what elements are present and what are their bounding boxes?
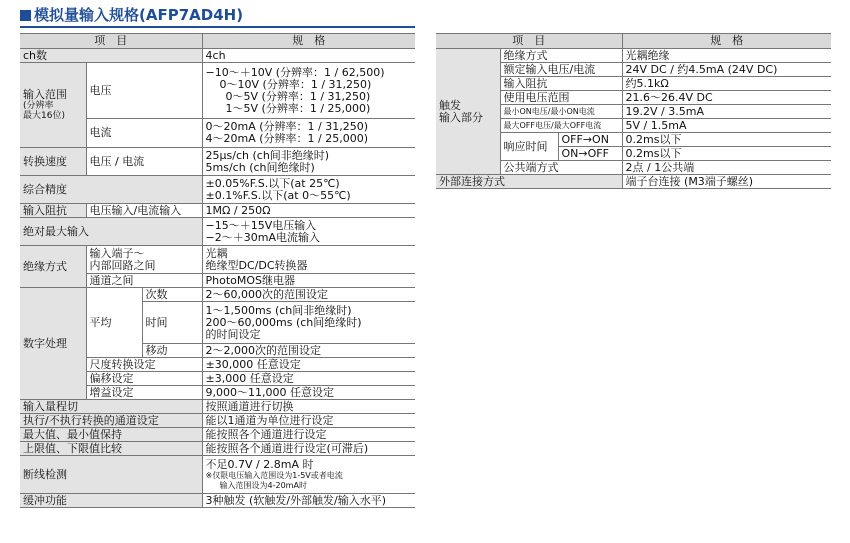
gain-value: 9,000～11,000 任意设定 bbox=[202, 386, 415, 400]
accuracy-values: ±0.05%F.S.以下(at 25℃) ±0.1%F.S.以下(at 0～55℃) bbox=[202, 176, 415, 204]
maxmin-value: 能按照各个通道进行设定 bbox=[202, 428, 415, 442]
r-iso-label: 绝缘方式 bbox=[500, 49, 622, 63]
range-label: 输入范围 (分辨率 最大16位) bbox=[20, 63, 86, 148]
absmax-label: 绝对最大输入 bbox=[20, 218, 202, 246]
trigger-label: 触发 输入部分 bbox=[436, 49, 500, 175]
offset-label: 偏移设定 bbox=[86, 372, 202, 386]
isolation-label: 绝缘方式 bbox=[20, 246, 86, 288]
exec-label: 执行/不执行转换的通道设定 bbox=[20, 414, 202, 428]
r-minon-value: 19.2V / 3.5mA bbox=[622, 105, 831, 119]
r-rated-value: 24V DC / 约4.5mA (24V DC) bbox=[622, 63, 831, 77]
offset-value: ±3,000 任意设定 bbox=[202, 372, 415, 386]
analog-input-spec-table bbox=[20, 33, 415, 508]
time-label: 时间 bbox=[142, 302, 202, 344]
maxmin-label: 最大值、最小值保持 bbox=[20, 428, 202, 442]
impedance-label: 输入阻抗 bbox=[20, 204, 86, 218]
isolation-val1: 光耦 绝缘型DC/DC转换器 bbox=[202, 246, 415, 274]
r-resp-label: 响应时间 bbox=[500, 133, 558, 161]
ch-value: 4ch bbox=[202, 49, 415, 63]
r-range-label: 使用电压范围 bbox=[500, 91, 622, 105]
absmax-values: −15～＋15V电压输入 −2～＋30mA电流输入 bbox=[202, 218, 415, 246]
page-title bbox=[20, 4, 243, 25]
isolation-sub2: 通道之间 bbox=[86, 274, 202, 288]
scale-value: ±30,000 任意设定 bbox=[202, 358, 415, 372]
current-values: 0～20mA (分辨率：1 / 31,250) 4～20mA (分辨率：1 / 25,000) bbox=[202, 119, 415, 148]
impedance-sub: 电压输入/电流输入 bbox=[86, 204, 202, 218]
rangesw-label: 输入量程切 bbox=[20, 400, 202, 414]
title-square-icon bbox=[20, 10, 31, 21]
impedance-value: 1MΩ / 250Ω bbox=[202, 204, 415, 218]
header-item: 项 目 bbox=[20, 34, 202, 49]
r-maxoff-label: 最大OFF电压/最大OFF电流 bbox=[500, 119, 622, 133]
speed-sub: 电压 / 电流 bbox=[86, 148, 202, 176]
buffer-label: 缓冲功能 bbox=[20, 494, 202, 508]
avg-label: 平均 bbox=[86, 288, 142, 358]
gain-label: 增益设定 bbox=[86, 386, 202, 400]
title-text: 模拟量输入规格(AFP7AD4H) bbox=[34, 6, 244, 24]
title-rule bbox=[20, 26, 415, 28]
r-imp-value: 约5.1kΩ bbox=[622, 77, 831, 91]
header-spec: 规 格 bbox=[202, 34, 415, 49]
r-maxoff-value: 5V / 1.5mA bbox=[622, 119, 831, 133]
rangesw-value: 按照通道进行切换 bbox=[202, 400, 415, 414]
voltage-values: −10～＋10V (分辨率：1 / 62,500) 0～10V (分辨率：1 / 31,250) 0～5V (分辨率：1 / 31,250) 1～5V (分辨率：1 / 25,000) bbox=[202, 63, 415, 119]
digital-label: 数字处理 bbox=[20, 288, 86, 400]
r-ext-label: 外部连接方式 bbox=[436, 175, 622, 189]
speed-label: 转换速度 bbox=[20, 148, 86, 176]
r-offon-value: 0.2ms以下 bbox=[622, 133, 831, 147]
r-common-label: 公共端方式 bbox=[500, 161, 622, 175]
scale-label: 尺度转换设定 bbox=[86, 358, 202, 372]
time-values: 1～1,500ms (ch间非绝缘时) 200～60,000ms (ch间绝缘时) 的时间设定 bbox=[202, 302, 415, 344]
break-label: 断线检测 bbox=[20, 456, 202, 494]
r-offon-label: OFF→ON bbox=[558, 133, 622, 147]
trigger-input-spec-table bbox=[436, 33, 831, 189]
speed-values: 25μs/ch (ch间非绝缘时) 5ms/ch (ch间绝缘时) bbox=[202, 148, 415, 176]
r-minon-label: 最小ON电压/最小ON电流 bbox=[500, 105, 622, 119]
r-common-value: 2点 / 1公共端 bbox=[622, 161, 831, 175]
r-imp-label: 输入阻抗 bbox=[500, 77, 622, 91]
current-label: 电流 bbox=[86, 119, 202, 148]
moving-value: 2～2,000次的范围设定 bbox=[202, 344, 415, 358]
r-header-item: 项 目 bbox=[436, 34, 622, 49]
r-header-spec: 规 格 bbox=[622, 34, 831, 49]
isolation-val2: PhotoMOS继电器 bbox=[202, 274, 415, 288]
r-iso-value: 光耦绝缘 bbox=[622, 49, 831, 63]
accuracy-label: 综合精度 bbox=[20, 176, 202, 204]
r-onoff-label: ON→OFF bbox=[558, 147, 622, 161]
voltage-label: 电压 bbox=[86, 63, 202, 119]
ch-label: ch数 bbox=[20, 49, 202, 63]
r-onoff-value: 0.2ms以下 bbox=[622, 147, 831, 161]
limit-value: 能按照各个通道进行设定(可滞后) bbox=[202, 442, 415, 456]
count-value: 2～60,000次的范围设定 bbox=[202, 288, 415, 302]
r-rated-label: 额定输入电压/电流 bbox=[500, 63, 622, 77]
break-values: 不足0.7V / 2.8mA 时 ※仅限电压输入范围设为1-5V或者电流 输入范围设为4-20mA时 bbox=[202, 456, 415, 494]
buffer-value: 3种触发 (软触发/外部触发/输入水平) bbox=[202, 494, 415, 508]
moving-label: 移动 bbox=[142, 344, 202, 358]
r-range-value: 21.6～26.4V DC bbox=[622, 91, 831, 105]
count-label: 次数 bbox=[142, 288, 202, 302]
limit-label: 上限值、下限值比较 bbox=[20, 442, 202, 456]
exec-value: 能以1通道为单位进行设定 bbox=[202, 414, 415, 428]
isolation-sub1: 输入端子～ 内部回路之间 bbox=[86, 246, 202, 274]
r-ext-value: 端子台连接 (M3端子螺丝) bbox=[622, 175, 831, 189]
